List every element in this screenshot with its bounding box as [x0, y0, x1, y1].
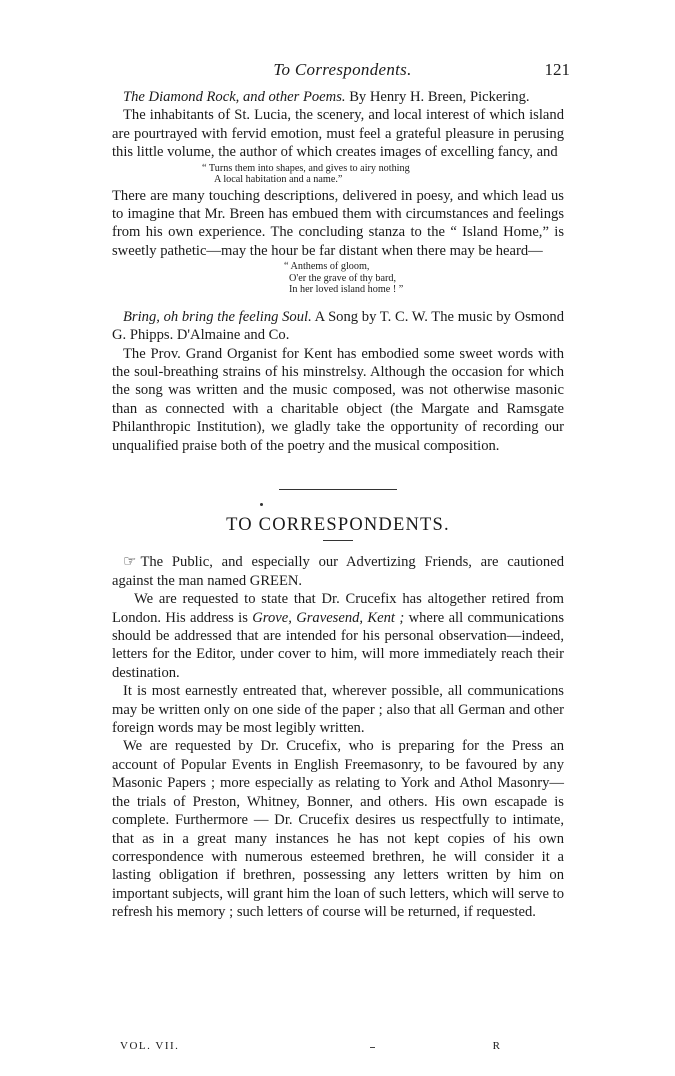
review-title: Bring, oh bring the feeling Soul. [123, 308, 312, 325]
review-paragraph: The inhabitants of St. Lucia, the scenery, and local interest of which island are pourtrayed with fervid emotion, must feel a grateful pleasure in perusing this little volume, the author of which creates images of excelling fancy, and [112, 107, 564, 161]
signature-mark: R [492, 1040, 500, 1052]
running-title: To Correspondents. [273, 60, 412, 79]
verse-line: “ Anthems of gloom, [284, 261, 370, 273]
notice-text: We are requested to state that Dr. Crucefix has altogether retired from London. His address is [112, 591, 564, 626]
verse-line: A local habitation and a name.” [214, 174, 343, 186]
notice-paragraph: It is most earnestly entreated that, wherever possible, all communications may be written only on one side of the paper ; also that all German and other foreign words may be most legibly written. [112, 683, 564, 737]
verse-line: O'er the grave of thy bard, [289, 272, 397, 284]
verse-quotation [202, 163, 564, 186]
section-divider [279, 489, 397, 490]
volume-label: VOL. VII. [120, 1040, 180, 1052]
review-paragraph: The Prov. Grand Organist for Kent has embodied some sweet words with the soul-breathing strains of his minstrelsy. Although the occasion for which the song was written and the music composed, was not otherwise masonic than as connected with a charitable object (the Margate and Ramsgate Philanthropic Institution), we gladly take the opportunity of recording our unqualified praise both of the poetry and the musical composition. [112, 345, 564, 454]
notice-text: The Public, and especially our Advertizing Friends, are cautioned against the man named GREEN. [112, 554, 564, 589]
section-heading: TO CORRESPONDENTS. [226, 515, 450, 535]
review-paragraph: There are many touching descriptions, delivered in poesy, and which lead us to imagine that Mr. Breen has embued them with circumstances and feelings from his own experience. The concluding stanza to the “ Island Home,” is sweetly pathetic—may the hour be far distant when there may be heard— [112, 187, 564, 259]
printer-dot [260, 503, 263, 506]
review-diamond-rock [112, 88, 564, 106]
notice-text: where all communications should be addressed that are intended for his personal observation—indeed, letters for the Editor, under cover to him, will more immediately reach their destination. [112, 609, 564, 681]
page-footer [120, 1040, 500, 1056]
review-author: By Henry H. Breen, Pickering. [349, 89, 530, 105]
pointing-hand-icon: ☞ [123, 554, 137, 571]
page-header [115, 60, 570, 84]
verse-line: “ Turns them into shapes, and gives to airy nothing [202, 162, 410, 174]
heading-rule [323, 540, 353, 541]
review-details: A Song by T. C. W. The music by Osmond G. Phipps. D'Almaine and Co. [112, 308, 564, 344]
address-text: Grove, Gravesend, Kent ; [252, 609, 405, 626]
verse-quotation [284, 261, 564, 296]
notice-paragraph [112, 590, 564, 682]
notice-paragraph: We are requested by Dr. Crucefix, who is preparing for the Press an account of Popular Events in English Freemasonry, to be favoured by any Masonic Papers ; more especially as relating to York and Athol Masonry—the trials of Preston, Whitney, Bonner, and others. His own escapade is complete. Furthermore — Dr. Crucefix desires us respectfully to intimate, that as in a great many instances he has not kept copies of his own correspondence with numerous esteemed brethren, he will consider it a lasting obligation if brethren, possessing any letters written by him on important subjects, will grant him the loan of such letters, which will serve to refresh his memory ; such letters of course will be returned, if requested. [112, 738, 564, 921]
verse-line: In her loved island home ! ” [289, 284, 404, 296]
review-title: The Diamond Rock, and other Poems. [123, 89, 346, 105]
notice-paragraph [112, 553, 564, 590]
page-number: 121 [544, 60, 570, 79]
page-body [112, 88, 564, 922]
review-song [112, 308, 564, 345]
footer-mark [370, 1047, 375, 1048]
